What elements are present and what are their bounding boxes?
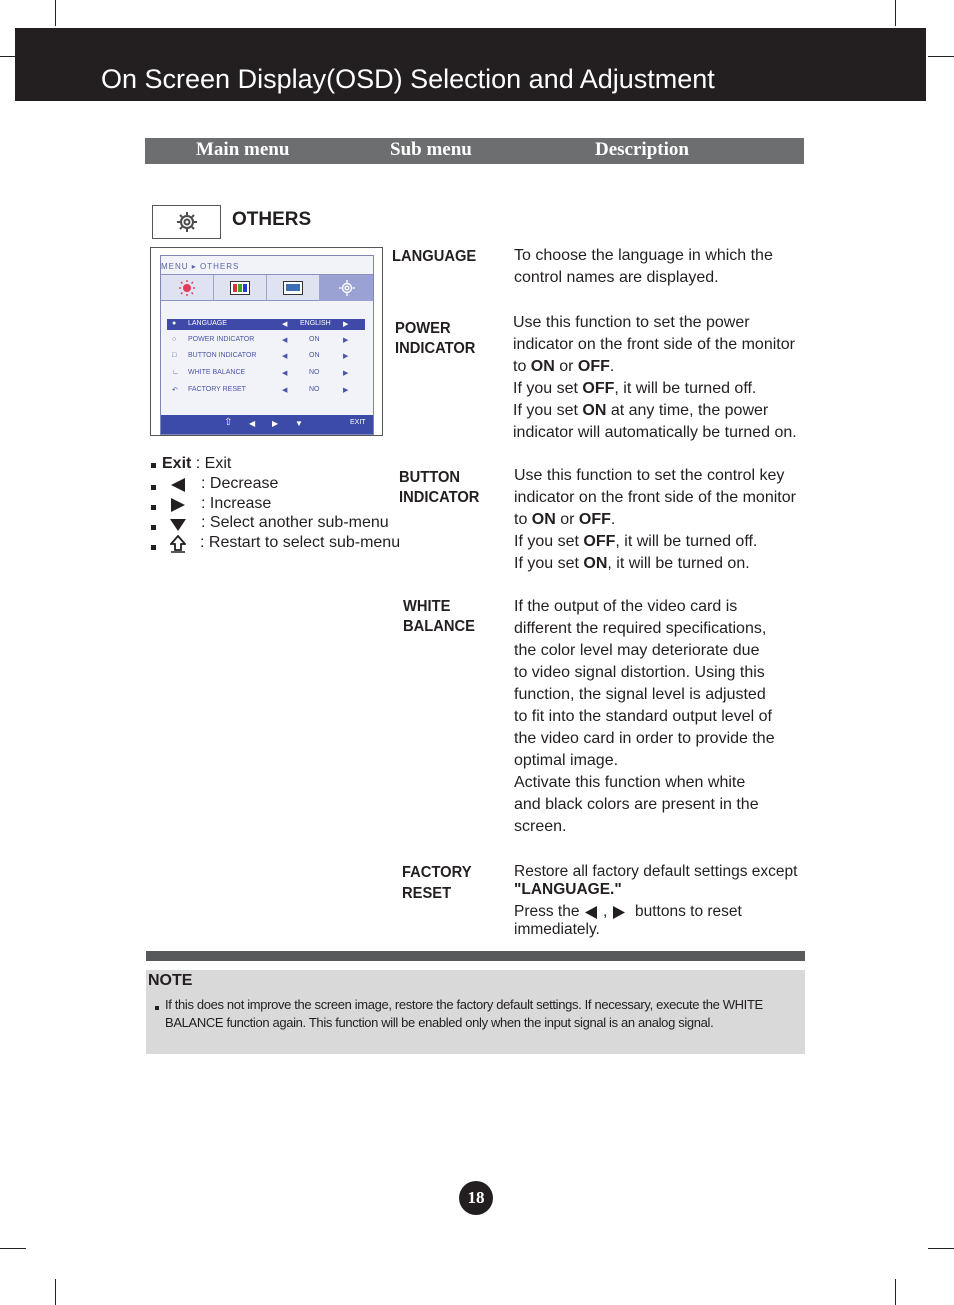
osd-tab-display [267,275,320,301]
desc-factory-buttons: buttons to reset [635,903,742,920]
osd-row-power-indicator [167,335,365,346]
bullet [151,485,156,490]
desc-line: control names are displayed. [514,269,719,286]
legend-restart: : Restart to select sub-menu [200,534,401,551]
desc-line: If you set OFF, it will be turned off. [513,380,757,397]
arrow-left-icon: ◀ [282,337,288,344]
desc-line: indicator will automatically be turned on. [513,424,797,441]
bullet [151,545,156,550]
desc-factory-comma: , [603,903,608,920]
arrow-down-icon: ▼ [295,419,303,428]
osd-row-white-balance [167,368,365,379]
desc-line: Use this function to set the control key [514,467,785,484]
osd-row-value: ON [309,352,320,359]
sub-menu-line: RESET [402,885,452,902]
arrow-right-icon: ▶ [343,387,349,394]
sub-menu-line: FACTORY [402,864,472,881]
color-icon [230,281,250,295]
desc-line: To choose the language in which the [514,247,773,264]
sub-menu-line: BUTTON [399,469,461,486]
desc-line: Activate this function when white [514,774,746,791]
osd-row-button-indicator [167,351,365,362]
desc-power-indicator [513,312,797,444]
osd-tab-others [320,275,373,301]
restart-icon [170,535,186,553]
desc-line: to ON or OFF. [514,511,616,528]
osd-row-label: LANGUAGE [188,320,227,327]
desc-line: If the output of the video card is [514,598,738,615]
osd-tab-color [214,275,267,301]
sub-menu-button-indicator [399,468,479,508]
arrow-right-icon: ▶ [343,321,349,328]
arrow-right-icon: ▶ [343,337,349,344]
desc-line: to ON or OFF. [513,358,615,375]
desc-line: and black colors are present in the [514,796,759,813]
page-title: On Screen Display(OSD) Selection and Adjustment [101,64,715,94]
osd-tab-bar [161,274,373,301]
desc-line: to fit into the standard output level of [514,708,772,725]
crop-mark [895,0,896,26]
note-text: If this does not improve the screen image, restore the factory default settings. If necessary, execute the WHITE BALANCE function again. This function will be enabled only when the input signal is an analog signal. [165,997,763,1030]
legend-exit-bold: Exit [162,455,192,472]
column-sub-menu: Sub menu [390,139,472,160]
crop-mark [0,1248,26,1249]
arrow-right-icon [170,498,186,512]
arrow-left-icon: ◀ [282,370,288,377]
restart-icon: ⇧ [224,417,233,428]
column-main-menu: Main menu [196,139,290,160]
desc-line: the color level may deteriorate due [514,642,760,659]
arrow-down-icon [170,518,186,532]
osd-row-value: ENGLISH [300,320,331,327]
sub-menu-factory-reset [402,862,472,904]
button-icon: □ [172,352,177,359]
bullet [151,525,156,530]
gear-icon [338,279,356,297]
osd-bottom-bar [161,415,373,434]
desc-white-balance [514,596,775,838]
arrow-right-icon [612,906,626,919]
desc-line: optimal image. [514,752,619,769]
arrow-right-icon: ▶ [272,419,279,428]
desc-line: the video card in order to provide the [514,730,775,747]
legend-exit-text: : Exit [191,455,232,472]
legend-increase: : Increase [201,495,272,512]
osd-tab-picture [161,275,214,301]
sub-menu-line: WHITE [403,598,451,615]
desc-line: Use this function to set the power [513,314,750,331]
chevron-right-icon: ▸ [191,262,197,271]
desc-factory-line1: Restore all factory default settings except [514,863,798,880]
bullet [151,463,156,468]
crop-mark [55,0,56,26]
desc-button-indicator [514,465,796,575]
osd-row-label: POWER INDICATOR [188,336,255,343]
desc-factory-press: Press the [514,903,580,920]
desc-line: If you set OFF, it will be turned off. [514,533,758,550]
osd-row-value: ON [309,336,320,343]
osd-exit-label: EXIT [350,419,366,426]
column-description: Description [595,139,689,160]
graph-icon: ∟ [172,369,179,376]
arrow-left-icon [584,906,598,919]
desc-line: indicator on the front side of the monitor [514,489,796,506]
bulb-icon: ○ [172,336,177,343]
sub-menu-line: INDICATOR [395,340,476,357]
crop-mark [928,1248,954,1249]
desc-factory-language: "LANGUAGE." [514,881,622,898]
desc-line: to video signal distortion. Using this [514,664,765,681]
arrow-left-icon: ◀ [282,387,288,394]
desc-line: screen. [514,818,567,835]
osd-crumb-others: OTHERS [200,262,240,271]
osd-row-value: NO [309,386,320,393]
sub-menu-line: INDICATOR [399,489,480,506]
desc-line: indicator on the front side of the monitor [513,336,795,353]
osd-row-label: FACTORY RESET [188,386,246,393]
arrow-right-icon: ▶ [343,370,349,377]
note-title: NOTE [148,972,193,989]
desc-line: If you set ON at any time, the power [513,402,769,419]
sub-menu-language: LANGUAGE [392,248,477,265]
globe-icon: ● [172,320,177,327]
bullet [155,1006,159,1010]
legend-exit [162,455,231,473]
desc-language [514,245,773,289]
others-icon-box [152,205,221,239]
arrow-right-icon: ▶ [343,353,349,360]
osd-row-language [167,319,365,330]
brightness-icon [178,279,196,297]
sub-menu-white-balance [403,597,475,637]
desc-line: If you set ON, it will be turned on. [514,555,750,572]
arrow-left-icon: ◀ [249,419,256,428]
osd-breadcrumb [161,262,239,271]
osd-row-factory-reset [167,385,365,396]
crop-mark [928,56,954,57]
bullet [151,505,156,510]
gear-icon [153,206,220,238]
osd-crumb-menu: MENU [161,262,189,271]
arrow-left-icon: ◀ [282,321,288,328]
osd-row-label: WHITE BALANCE [188,369,246,376]
sub-menu-power-indicator [395,319,475,359]
crop-mark [895,1279,896,1305]
desc-line: different the required specifications, [514,620,767,637]
legend-decrease: : Decrease [201,475,279,492]
section-separator [146,951,805,961]
desc-line: function, the signal level is adjusted [514,686,766,703]
sub-menu-line: BALANCE [403,618,475,635]
page-number: 18 [459,1181,493,1215]
arrow-left-icon [170,478,186,492]
arrow-left-icon: ◀ [282,353,288,360]
osd-row-label: BUTTON INDICATOR [188,352,257,359]
desc-factory-immediately: immediately. [514,921,600,938]
osd-row-value: NO [309,369,320,376]
legend-select: : Select another sub-menu [201,514,389,531]
crop-mark [55,1279,56,1305]
reset-icon: ↶ [172,387,178,394]
sub-menu-line: POWER [395,320,451,337]
main-menu-others-title: OTHERS [232,209,312,230]
display-icon [283,281,303,295]
